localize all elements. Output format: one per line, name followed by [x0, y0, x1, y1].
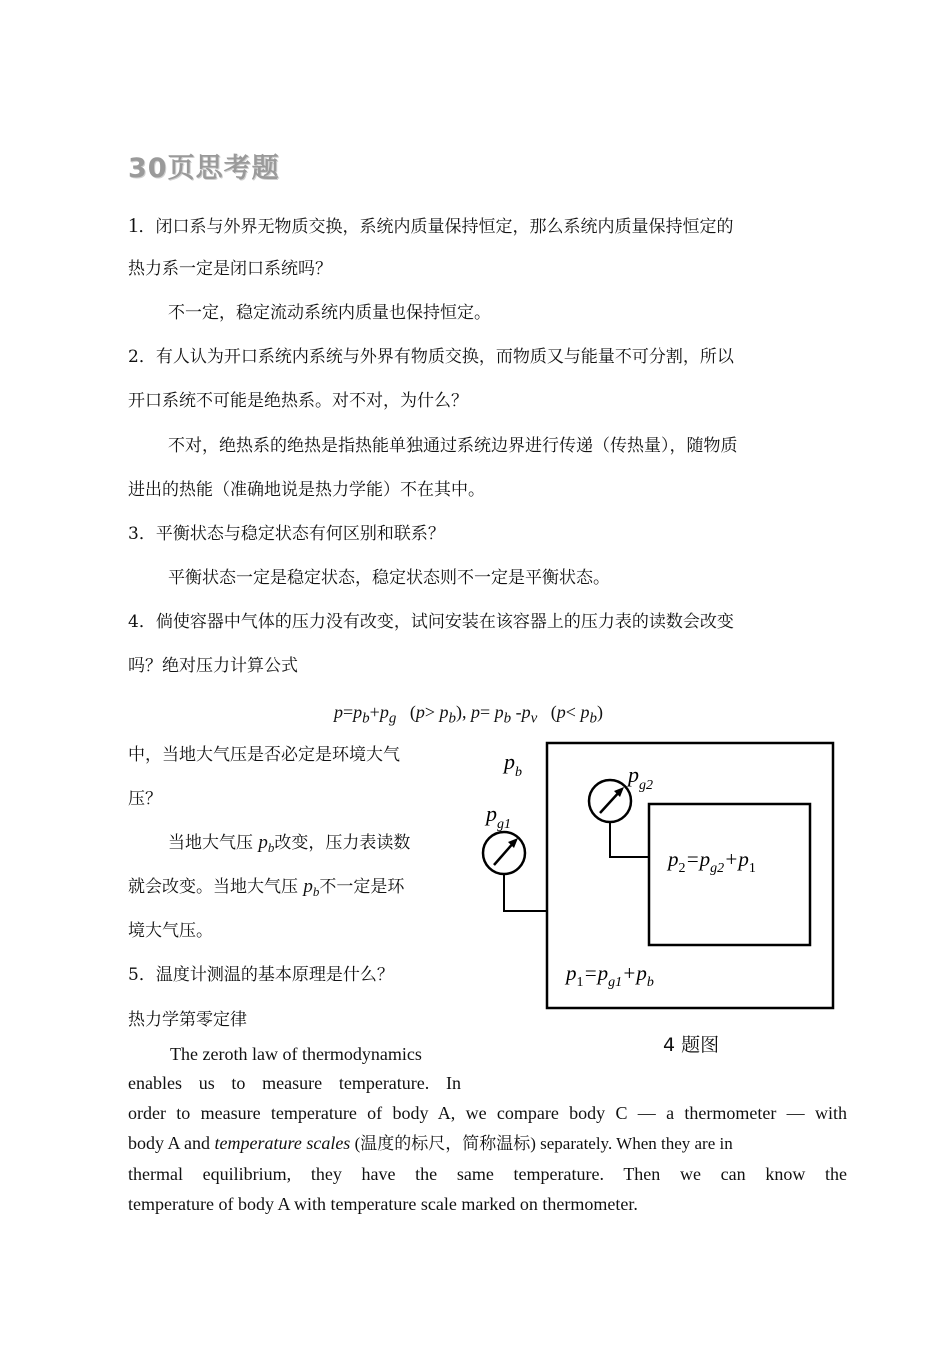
inner-vessel: [649, 804, 810, 945]
gauge-2-tube: [610, 822, 649, 857]
outer-pressure-equation: $p_1=p_{g1}+p_b$: [566, 961, 654, 990]
question-4-line-4: 压？: [128, 789, 162, 809]
answer-4-line-2: 就会改变。当地大气压 $p_b$不一定是环: [128, 876, 405, 900]
question-2-line-1: 2．有人认为开口系统内系统与外界有物质交换，而物质又与能量不可分割，所以: [128, 347, 734, 367]
question-1-number: 1: [128, 213, 139, 237]
label-pb: $p_b$: [504, 749, 522, 780]
answer-5-en-3: order to measure temperature of body A, we compare body C — a thermometer — with: [128, 1103, 847, 1123]
answer-1: 不一定，稳定流动系统内质量也保持恒定。: [168, 303, 491, 323]
question-3: 3．平衡状态与稳定状态有何区别和联系？: [128, 524, 445, 544]
answer-5-en-2: enables us to measure temperature. In: [128, 1073, 461, 1093]
question-4-line-1: 4．倘使容器中气体的压力没有改变，试问安装在该容器上的压力表的读数会改变: [128, 612, 734, 632]
figure-caption: 4 题图: [663, 1034, 720, 1056]
answer-5-en-5: thermal equilibrium, they have the same temperature. Then we can know the: [128, 1164, 847, 1184]
answer-4-line-3: 境大气压。: [128, 921, 213, 941]
label-pg1: $p_{g1}$: [486, 801, 511, 832]
inner-pressure-equation: $p_2=p_{g2}+p_1$: [668, 847, 756, 876]
answer-2-line-2: 进出的热能（准确地说是热力学能）不在其中。: [128, 480, 485, 500]
label-pg2: $p_{g2}$: [628, 762, 653, 793]
answer-5-en-4: body A and temperature scales (温度的标尺，简称温标) separately. When they are in: [128, 1133, 733, 1153]
answer-3: 平衡状态一定是稳定状态，稳定状态则不一定是平衡状态。: [168, 568, 610, 588]
gauge-1-tube: [504, 874, 547, 911]
answer-5-en-1: The zeroth law of thermodynamics: [170, 1044, 422, 1064]
question-4-line-3: 中，当地大气压是否必定是环境大气: [128, 745, 400, 765]
pressure-gauge-figure: [470, 735, 850, 1070]
question-4-line-2: 吗？绝对压力计算公式: [128, 656, 298, 676]
answer-5-en-6: temperature of body A with temperature scale marked on thermometer.: [128, 1194, 638, 1214]
page-title: 30页思考题: [128, 153, 280, 184]
question-5: 5．温度计测温的基本原理是什么？: [128, 965, 394, 985]
absolute-pressure-formula: $p=p_b+p_g$ $(p> p_b)$, $p= p_b$ $-p_v$ $(p< p_b)$: [334, 702, 603, 727]
answer-2-line-1: 不对，绝热系的绝热是指热能单独通过系统边界进行传递（传热量），随物质: [168, 436, 738, 456]
question-1-line-2: 热力系一定是闭口系统吗？: [128, 259, 332, 279]
question-2-line-2: 开口系统不可能是绝热系。对不对，为什么？: [128, 391, 468, 411]
answer-4-line-1: 当地大气压 $p_b$改变，压力表读数: [168, 832, 411, 856]
question-1-line-1: 1．闭口系与外界无物质交换，系统内质量保持恒定，那么系统内质量保持恒定的: [128, 213, 734, 237]
answer-5-heading: 热力学第零定律: [128, 1010, 247, 1030]
